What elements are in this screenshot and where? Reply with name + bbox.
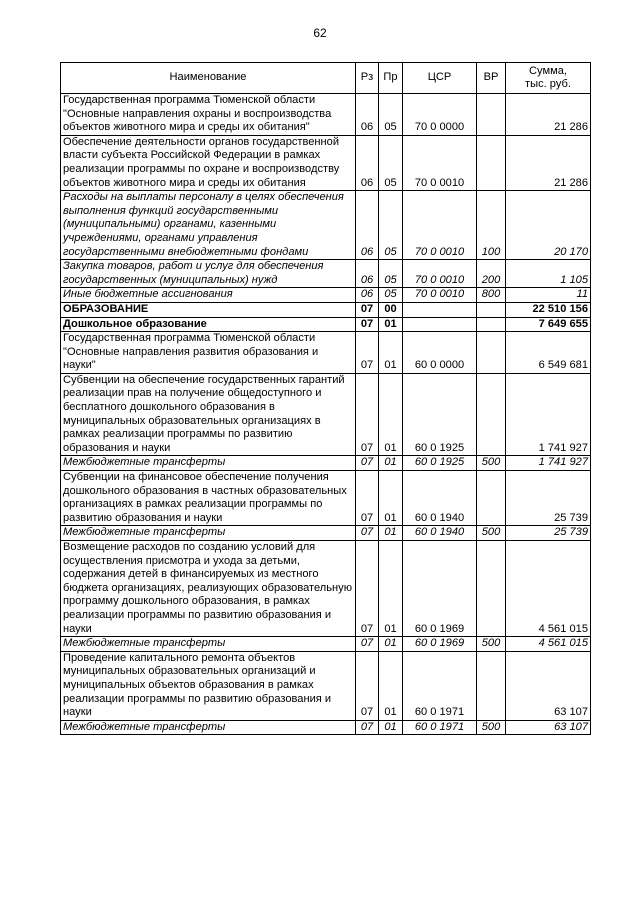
cell-pr: 01 <box>379 526 403 541</box>
cell-name: Закупка товаров, работ и услуг для обеспечения государственных (муниципальных) нужд <box>61 260 356 288</box>
cell-name: Межбюджетные трансферты <box>61 720 356 735</box>
cell-rz: 07 <box>356 637 379 652</box>
cell-vr <box>477 471 506 526</box>
table-row <box>61 471 591 526</box>
table-row <box>61 288 591 303</box>
cell-pr: 01 <box>379 471 403 526</box>
cell-name: Обеспечение деятельности органов государственной власти субъекта Российской Федерации в рамках реализации программы по охране и воспроизводству объектов животного мира и среды их обитания <box>61 135 356 190</box>
cell-rz: 06 <box>356 191 379 260</box>
cell-csr: 60 0 1940 <box>403 526 477 541</box>
cell-csr: 70 0 0010 <box>403 191 477 260</box>
cell-pr: 01 <box>379 651 403 720</box>
cell-vr: 200 <box>477 260 506 288</box>
cell-pr: 01 <box>379 373 403 456</box>
cell-name: Межбюджетные трансферты <box>61 526 356 541</box>
cell-csr <box>403 317 477 332</box>
cell-name: Проведение капитального ремонта объектов муниципальных образовательных организаций и муниципальных объектов образования в рамках реализации программы по развитию образования и науки <box>61 651 356 720</box>
table-row <box>61 651 591 720</box>
cell-csr: 60 0 0000 <box>403 332 477 374</box>
cell-sum: 4 561 015 <box>506 637 591 652</box>
cell-rz: 07 <box>356 302 379 317</box>
cell-csr: 70 0 0010 <box>403 260 477 288</box>
cell-pr: 05 <box>379 94 403 136</box>
table-row <box>61 332 591 374</box>
cell-sum: 63 107 <box>506 651 591 720</box>
cell-csr: 60 0 1971 <box>403 651 477 720</box>
cell-rz: 07 <box>356 373 379 456</box>
cell-vr <box>477 317 506 332</box>
cell-sum: 21 286 <box>506 94 591 136</box>
cell-pr: 05 <box>379 288 403 303</box>
cell-vr: 500 <box>477 720 506 735</box>
header-sum: Сумма, тыс. руб. <box>506 63 591 94</box>
cell-sum: 20 170 <box>506 191 591 260</box>
cell-vr <box>477 332 506 374</box>
cell-sum: 25 739 <box>506 526 591 541</box>
cell-csr: 70 0 0000 <box>403 94 477 136</box>
cell-sum: 11 <box>506 288 591 303</box>
cell-pr: 01 <box>379 720 403 735</box>
cell-vr: 500 <box>477 456 506 471</box>
cell-name: ОБРАЗОВАНИЕ <box>61 302 356 317</box>
cell-rz: 07 <box>356 720 379 735</box>
cell-sum: 7 649 655 <box>506 317 591 332</box>
cell-pr: 01 <box>379 332 403 374</box>
cell-pr: 05 <box>379 191 403 260</box>
cell-rz: 07 <box>356 332 379 374</box>
page-number: 62 <box>313 26 327 40</box>
cell-pr: 01 <box>379 541 403 637</box>
table-row <box>61 637 591 652</box>
cell-rz: 06 <box>356 94 379 136</box>
table-row <box>61 135 591 190</box>
table-header-row <box>61 63 591 94</box>
cell-sum: 25 739 <box>506 471 591 526</box>
cell-sum: 1 741 927 <box>506 373 591 456</box>
cell-vr <box>477 94 506 136</box>
cell-name: Иные бюджетные ассигнования <box>61 288 356 303</box>
cell-csr: 60 0 1969 <box>403 637 477 652</box>
cell-vr: 800 <box>477 288 506 303</box>
cell-sum: 1 105 <box>506 260 591 288</box>
cell-rz: 06 <box>356 288 379 303</box>
cell-rz: 07 <box>356 541 379 637</box>
cell-csr: 60 0 1925 <box>403 373 477 456</box>
cell-name: Государственная программа Тюменской области "Основные направления охраны и воспроизводства объектов животного мира и среды их обитания" <box>61 94 356 136</box>
cell-vr <box>477 541 506 637</box>
cell-sum: 4 561 015 <box>506 541 591 637</box>
header-rz: Рз <box>356 63 379 94</box>
cell-name: Расходы на выплаты персоналу в целях обеспечения выполнения функций государственными (муниципальными) органами, казенными учреждениями, органами управления государственными внебюджетными фондами <box>61 191 356 260</box>
cell-pr: 05 <box>379 135 403 190</box>
cell-vr <box>477 135 506 190</box>
cell-csr: 70 0 0010 <box>403 288 477 303</box>
cell-rz: 07 <box>356 456 379 471</box>
cell-name: Возмещение расходов по созданию условий для осуществления присмотра и ухода за детьми, содержания детей в финансируемых из местного бюджета организациях, реализующих образовательную программу дошкольного образования, в рамках реализации программы по развитию образования и науки <box>61 541 356 637</box>
cell-vr <box>477 651 506 720</box>
cell-pr: 01 <box>379 637 403 652</box>
cell-pr: 05 <box>379 260 403 288</box>
cell-csr: 60 0 1925 <box>403 456 477 471</box>
cell-pr: 01 <box>379 317 403 332</box>
table-row <box>61 94 591 136</box>
budget-table <box>60 62 591 735</box>
cell-name: Дошкольное образование <box>61 317 356 332</box>
table-row <box>61 260 591 288</box>
cell-pr: 01 <box>379 456 403 471</box>
table-row <box>61 720 591 735</box>
cell-vr: 500 <box>477 637 506 652</box>
header-pr: Пр <box>379 63 403 94</box>
cell-rz: 07 <box>356 651 379 720</box>
table-row <box>61 526 591 541</box>
cell-csr: 60 0 1971 <box>403 720 477 735</box>
cell-sum: 1 741 927 <box>506 456 591 471</box>
cell-rz: 07 <box>356 471 379 526</box>
table-row <box>61 191 591 260</box>
table-row <box>61 541 591 637</box>
cell-vr: 100 <box>477 191 506 260</box>
cell-vr <box>477 302 506 317</box>
cell-rz: 06 <box>356 135 379 190</box>
cell-name: Субвенции на финансовое обеспечение получения дошкольного образования в частных образовательных организациях в рамках реализации программы по развитию образования и науки <box>61 471 356 526</box>
cell-csr: 70 0 0010 <box>403 135 477 190</box>
cell-name: Межбюджетные трансферты <box>61 637 356 652</box>
cell-sum: 22 510 156 <box>506 302 591 317</box>
cell-sum: 21 286 <box>506 135 591 190</box>
table-row <box>61 302 591 317</box>
header-csr: ЦСР <box>403 63 477 94</box>
table-row <box>61 317 591 332</box>
cell-csr: 60 0 1940 <box>403 471 477 526</box>
cell-vr: 500 <box>477 526 506 541</box>
cell-vr <box>477 373 506 456</box>
cell-name: Межбюджетные трансферты <box>61 456 356 471</box>
cell-pr: 00 <box>379 302 403 317</box>
cell-sum: 6 549 681 <box>506 332 591 374</box>
header-vr: ВР <box>477 63 506 94</box>
table-row <box>61 456 591 471</box>
cell-sum: 63 107 <box>506 720 591 735</box>
cell-name: Государственная программа Тюменской области "Основные направления развития образования и науки" <box>61 332 356 374</box>
cell-name: Субвенции на обеспечение государственных гарантий реализации прав на получение общедоступного и бесплатного дошкольного образования в муниципальных образовательных организациях в рамках реализации программы по развитию образования и науки <box>61 373 356 456</box>
cell-csr <box>403 302 477 317</box>
header-name: Наименование <box>61 63 356 94</box>
cell-rz: 06 <box>356 260 379 288</box>
cell-csr: 60 0 1969 <box>403 541 477 637</box>
cell-rz: 07 <box>356 317 379 332</box>
table-row <box>61 373 591 456</box>
cell-rz: 07 <box>356 526 379 541</box>
